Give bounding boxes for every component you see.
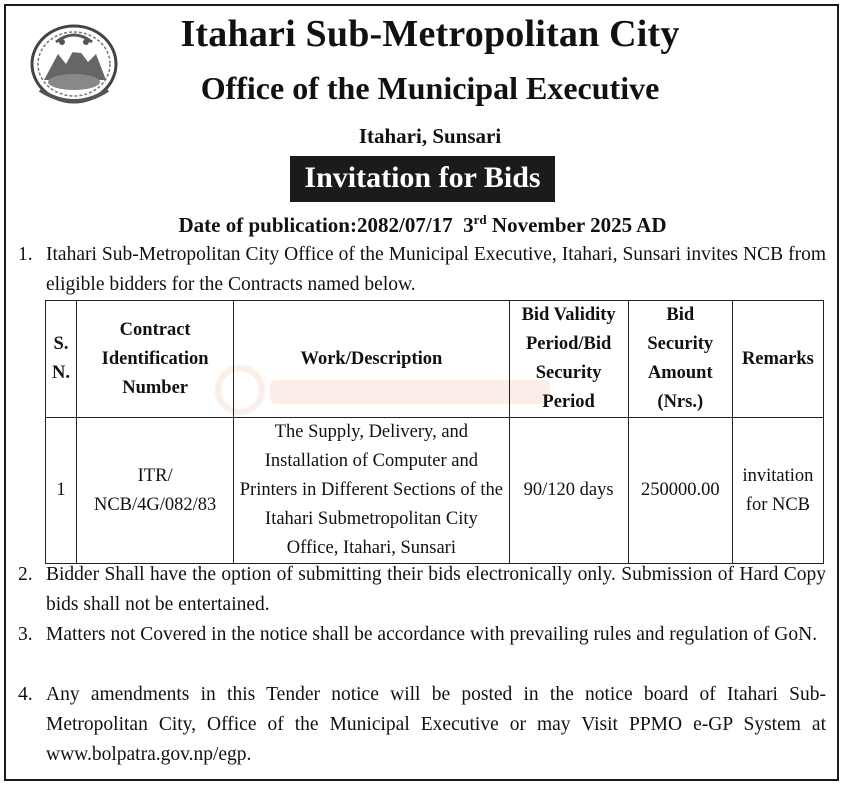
header-contract-id: Contract Identification Number (77, 301, 234, 418)
paragraph-number: 2. (18, 564, 33, 585)
header-sn: S. N. (46, 301, 77, 418)
cell-sn: 1 (46, 418, 77, 564)
publication-date (0, 212, 845, 238)
location: Itahari, Sunsari (358, 124, 502, 148)
publication-date-ad: November 2025 AD (491, 213, 667, 237)
paragraph-2 (18, 560, 826, 620)
table-header-row (46, 301, 824, 418)
header-validity: Bid Validity Period/Bid Security Period (509, 301, 628, 418)
cell-validity: 90/120 days (509, 418, 628, 564)
paragraph-3 (18, 620, 826, 650)
paragraph-text: Any amendments in this Tender notice will be posted in the notice board of Itahari Sub-Metropolitan City, Office of the Municipal Executive or may Visit PPMO e-GP System at www.bolpatra.gov.np/egp. (46, 684, 826, 765)
table-row (46, 418, 824, 564)
paragraph-1 (18, 240, 826, 300)
cell-remarks: invitation for NCB (732, 418, 823, 564)
paragraph-text: Itahari Sub-Metropolitan City Office of the Municipal Executive, Itahari, Sunsari invites NCB from eligible bidders for the Contracts named below. (46, 244, 826, 295)
office-name: Office of the Municipal Executive (200, 70, 660, 106)
cell-amount: 250000.00 (628, 418, 732, 564)
paragraph-4 (18, 680, 826, 770)
publication-label: Date of publication: (178, 213, 357, 237)
cell-description: The Supply, Delivery, and Installation of Computer and Printers in Different Sections of the Itahari Submetropolitan City Office, Itahari, Sunsari (234, 418, 509, 564)
paragraph-text: Matters not Covered in the notice shall be accordance with prevailing rules and regulation of GoN. (46, 624, 818, 645)
notice-title-banner: Invitation for Bids (290, 156, 554, 202)
paragraph-number: 1. (18, 244, 33, 265)
org-name: Itahari Sub-Metropolitan City (180, 13, 680, 55)
header-amount: Bid Security Amount (Nrs.) (628, 301, 732, 418)
publication-day-suffix: rd (473, 212, 487, 227)
header-remarks: Remarks (732, 301, 823, 418)
paragraph-text: Bidder Shall have the option of submitting their bids electronically only. Submission of Hard Copy bids shall not be entertained. (46, 564, 826, 615)
paragraph-number: 3. (18, 624, 33, 645)
header-description: Work/Description (234, 301, 509, 418)
paragraph-number: 4. (18, 684, 33, 705)
bids-table (45, 300, 824, 564)
publication-date-bs: 2082/07/17 (356, 213, 453, 237)
cell-contract-id: ITR/ NCB/4G/082/83 (77, 418, 234, 564)
publication-day: 3 (463, 213, 474, 237)
nepal-emblem-icon (26, 20, 122, 108)
